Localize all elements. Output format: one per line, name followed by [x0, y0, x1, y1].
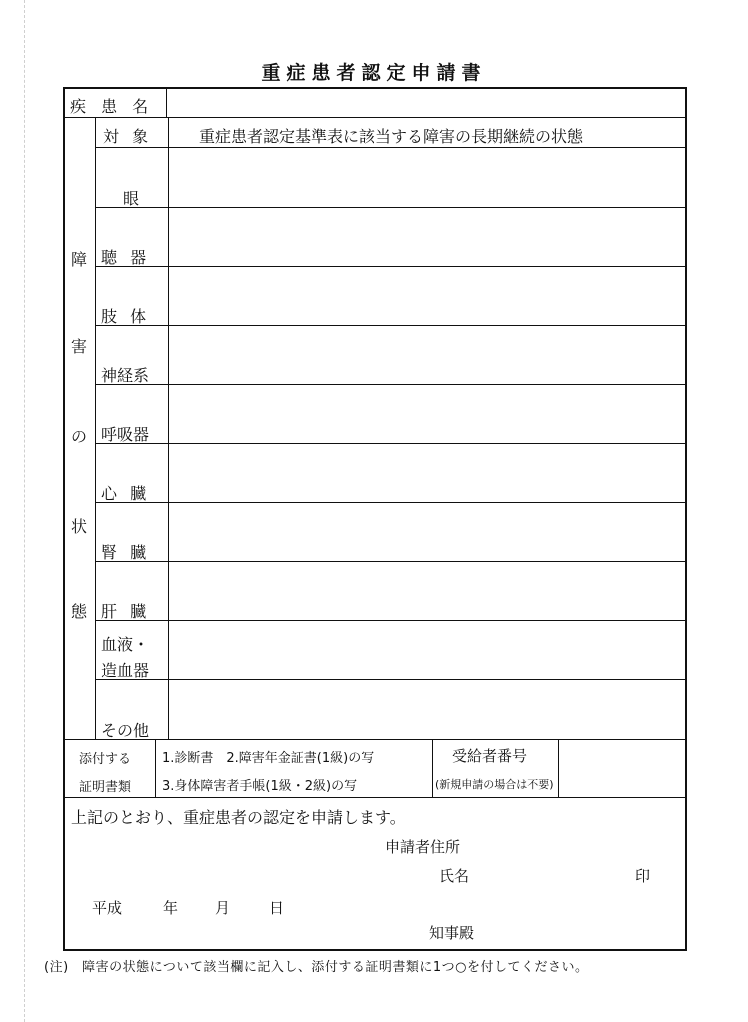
divider — [65, 117, 685, 118]
category-heart: 心 臓 — [101, 484, 151, 503]
divider — [558, 739, 559, 797]
form-note: (注) 障害の状態について該当欄に記入し、添付する証明書類に1つ○を付してください。 — [44, 960, 589, 975]
liver-state-field[interactable] — [170, 562, 684, 619]
attach-doc-option-3[interactable]: 3.身体障害者手帳(1級・2級)の写 — [162, 779, 358, 794]
category-respiratory: 呼吸器 — [101, 425, 150, 444]
target-label: 対 象 — [103, 127, 153, 146]
attach-label-line1: 添付する — [79, 752, 132, 767]
form-title: 重症患者認定申請書 — [261, 62, 487, 84]
date-day: 日 — [269, 899, 285, 917]
recipient-number-note: (新規申請の場合は不要) — [435, 778, 554, 791]
category-blood-line2: 造血器 — [101, 661, 150, 680]
heart-state-field[interactable] — [170, 444, 684, 501]
addressee: 知事殿 — [429, 924, 475, 942]
limbs-state-field[interactable] — [170, 267, 684, 324]
attach-doc-option-1-2[interactable]: 1.診断書 2.障害年金証書(1級)の写 — [162, 751, 375, 766]
hearing-state-field[interactable] — [170, 208, 684, 265]
divider — [95, 147, 685, 148]
date-month: 月 — [215, 899, 231, 917]
applicant-address-label: 申請者住所 — [385, 838, 461, 856]
divider — [155, 739, 156, 797]
divider — [95, 117, 96, 739]
respiratory-state-field[interactable] — [170, 385, 684, 442]
category-eye: 眼 — [123, 189, 142, 208]
disability-char-3: の — [71, 427, 88, 446]
applicant-address-field[interactable] — [485, 833, 680, 857]
divider — [168, 117, 169, 739]
declaration-statement: 上記のとおり、重症患者の認定を申請します。 — [71, 808, 406, 827]
scan-edge — [24, 0, 25, 1022]
category-other: その他 — [101, 721, 150, 740]
recipient-number-label: 受給者番号 — [452, 747, 528, 765]
blood-state-field[interactable] — [170, 621, 684, 678]
disease-name-field[interactable] — [167, 91, 685, 115]
category-nervous: 神経系 — [101, 366, 150, 385]
disability-char-2: 害 — [71, 337, 88, 356]
disability-char-1: 障 — [71, 250, 88, 269]
nervous-state-field[interactable] — [170, 326, 684, 383]
target-header: 重症患者認定基準表に該当する障害の長期継続の状態 — [199, 127, 584, 146]
disability-char-4: 状 — [71, 517, 88, 536]
kidney-state-field[interactable] — [170, 503, 684, 560]
applicant-name-field[interactable] — [485, 862, 625, 886]
divider — [166, 89, 167, 117]
date-year: 年 — [163, 899, 179, 917]
category-limbs: 肢 体 — [101, 307, 151, 326]
disease-name-label: 疾 患 名 — [70, 97, 154, 116]
category-blood-line1: 血液・ — [101, 635, 150, 654]
application-form — [63, 87, 687, 951]
other-state-field[interactable] — [170, 680, 684, 738]
eye-state-field[interactable] — [170, 149, 684, 206]
date-era: 平成 — [92, 899, 123, 917]
applicant-name-label: 氏名 — [439, 867, 470, 885]
category-liver: 肝 臓 — [101, 602, 151, 621]
divider — [65, 797, 685, 798]
attach-label-line2: 証明書類 — [79, 780, 132, 795]
recipient-number-field[interactable] — [560, 740, 684, 796]
category-kidney: 腎 臓 — [101, 543, 151, 562]
disability-char-5: 態 — [71, 602, 88, 621]
divider — [432, 739, 433, 797]
seal-mark: 印 — [635, 867, 651, 885]
category-hearing: 聴 器 — [101, 248, 151, 267]
